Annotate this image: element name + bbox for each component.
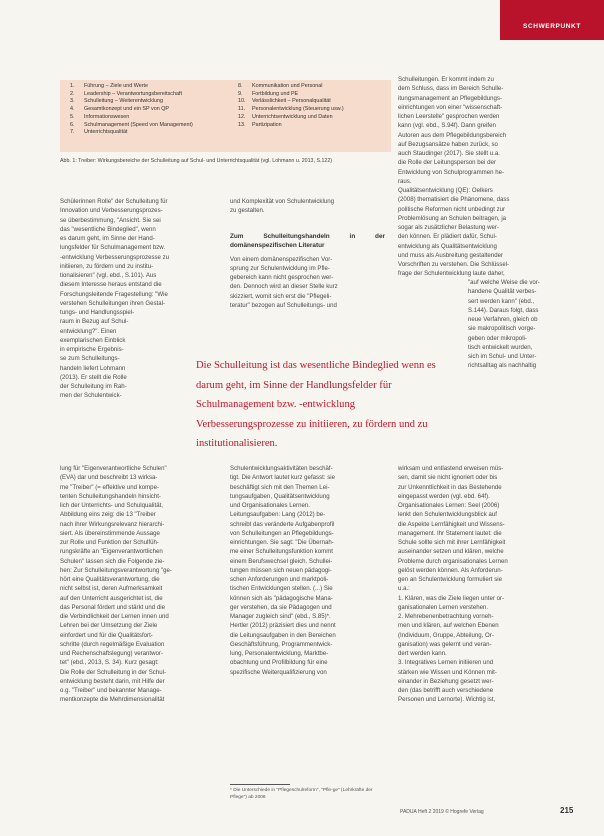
- text-line: den (das betrifft auch verschiedene: [398, 687, 494, 694]
- column-2-top: [230, 197, 385, 216]
- text-line: die Rolle der Leitungsperson bei der: [398, 159, 496, 167]
- text-line: ganisationalen Lernen verstehen.: [398, 603, 489, 611]
- page-number: 215: [560, 806, 574, 815]
- section-heading: Zum Schulleitungshandeln in der domänenspezifischen Literatur: [230, 233, 385, 250]
- text-line: spezifische Weiterqualifizierung von: [230, 668, 327, 676]
- text-line: auf den Unterricht ausgerichtet ist, die: [60, 594, 163, 602]
- text-line: gen an Schulentwicklung formuliert sie: [398, 576, 502, 583]
- text-line: schritte (durch regelmäßige Evaluation: [60, 640, 165, 648]
- text-line: Schule sollte sich mit ihrer Lernfähigkeit: [398, 539, 506, 546]
- text-line: auseinander setzen und klären, welche: [398, 548, 504, 556]
- figure-item: 1. Führung – Ziele und Werte: [70, 83, 149, 89]
- figure-item: 9. Fortbildung und PE: [238, 90, 299, 97]
- column-1-bottom: [60, 464, 215, 705]
- text-line: neue Verfahren, gleich ob: [468, 316, 538, 323]
- text-line: gebereich kann nicht gesprochen wer-: [230, 274, 334, 281]
- footnote: * Die Unterschiede in "Pflegeschulreform", "Pfle-ge" (Lehrkräfte der Pflege") ab 2006: [230, 788, 373, 800]
- text-line: skizziert, womit sich erst die "Pflegeli-: [230, 292, 332, 300]
- text-line: o.g. "Treiber" und bekannter Manage-: [60, 687, 162, 694]
- text-line: 2. Mehrebenenbetrachtung vorneh-: [398, 613, 494, 620]
- text-line: nach ihrer Wirkungsrelevanz hierarchi-: [60, 520, 165, 528]
- text-line: der Schulleitung im Rah-: [60, 383, 127, 390]
- text-line: Manager zugleich sind" (ebd., S.85)*.: [230, 613, 331, 620]
- text-line: raus.: [398, 177, 412, 185]
- text-line: (Individuum, Gruppe, Abteilung, Or-: [398, 631, 494, 639]
- text-line: zur Rolle und Funktion der Schulfüh-: [60, 539, 159, 546]
- text-line: Organisationales Lernen: Seel (2006): [398, 502, 500, 509]
- text-line: -entwicklung Verbesserungsprozesse zu: [60, 253, 170, 261]
- text-line: kann (vgl. ebd., S.94f). Dann greifen: [398, 122, 496, 130]
- text-line: ger verstehen, da sie Pädagogen und: [230, 603, 332, 611]
- text-line: das Personal fördert und stärkt und die: [60, 603, 166, 611]
- text-line: entwicklung als Qualitätsentwicklung: [398, 242, 497, 250]
- text-line: Qualitätsentwicklung (QE): Oelkers: [398, 187, 493, 194]
- text-line: handene Qualität verbes-: [468, 288, 537, 296]
- text-line: und muss als Ausbreitung gestaltender: [398, 251, 504, 259]
- text-line: Entwicklung von Schulprogrammen he-: [398, 168, 505, 176]
- text-line: lichen Leerstelle" gesprochen werden: [398, 113, 500, 120]
- text-line: Personen und Lernorte). Wichtig ist,: [398, 696, 496, 704]
- text-line: wirksam und entlastend erweisen müs-: [398, 465, 504, 472]
- text-line: Forschungsleitende Fragestellung: "Wie: [60, 290, 168, 298]
- text-line: den. Dennoch wird an dieser Stelle kurz: [230, 283, 338, 291]
- text-line: es darum geht, im Sinne der Hand-: [60, 235, 155, 242]
- text-line: und Rechenschaftslegung) verantwor-: [60, 650, 163, 657]
- text-line: Von einem domänenspezifischen Vor-: [230, 255, 333, 263]
- text-line: Geschäftsführung, Programmentwick-: [230, 640, 333, 648]
- text-line: in empirische Ergebnis-: [60, 346, 124, 353]
- text-line: 3. Integratives Lernen initiieren und: [398, 659, 494, 667]
- text-line: tungen müssen sich neuen pädagogi-: [230, 566, 332, 574]
- text-line: sich im Schul- und Unter-: [468, 353, 537, 360]
- figure-item: 8. Kommunikation und Personal: [238, 83, 323, 89]
- figure-list-right: [238, 83, 344, 129]
- figure-item: 12. Unterrichtsentwicklung und Daten: [238, 113, 333, 120]
- text-line: men der Schulentwick-: [60, 392, 122, 400]
- text-line: (2008) thematisiert die Phänomene, dass: [398, 196, 510, 204]
- text-line: die Aspekte Lernfähigkeit und Wissens-: [398, 520, 505, 528]
- text-line: "auf welche Weise die vor-: [468, 279, 540, 286]
- text-line: tisch entwickelt wurden,: [468, 343, 533, 351]
- column-3-bottom: [398, 464, 548, 705]
- column-3-top: [398, 75, 548, 279]
- text-line: tungs- und Handlungsspiel-: [60, 309, 135, 316]
- text-line: S.144). Daraus folgt, dass: [468, 306, 539, 314]
- figure-caption: Abb. 1: Treiber: Wirkungsbereiche der Schulleitung auf Schul- und Unterrichtsqualität (vgl. Lohmann u. 2013, S.122): [60, 158, 333, 164]
- text-line: 1. Klären, was die Ziele liegen unter or-: [398, 594, 505, 602]
- text-line: lenkt den Schulentwicklungsblick auf: [398, 511, 497, 519]
- figure-item: 4. Gesamtkonzept und ein SP von QP: [70, 106, 170, 113]
- text-line: Probleme durch organisationales Lernen: [398, 557, 508, 565]
- text-line: Vorschriften zu verstehen. Die Schlüssel-: [398, 261, 510, 268]
- text-line: gelöst werden können. Als Anforderun-: [398, 566, 503, 574]
- text-line: Schülerinnen Rolle" der Schulleitung für: [60, 198, 168, 205]
- text-line: und Komplexität von Schulentwicklung: [230, 198, 334, 205]
- text-line: (EVA) dar und beschreibt 13 wirksa-: [60, 474, 158, 482]
- text-line: dert werden kann.: [398, 650, 447, 657]
- text-line: Schulentwicklungsaktivitäten beschäf-: [230, 465, 333, 472]
- text-line: (2013). Er stellt die Rolle: [60, 373, 127, 381]
- text-line: mentkonzepte die Mehrdimensionalität: [60, 696, 165, 704]
- text-line: von Schulleitungen an Pflegebildungs-: [230, 529, 334, 537]
- text-line: schreibt das veränderte Aufgabenprofil: [230, 520, 335, 528]
- text-line: Hertler (2012) präzisiert dies und nennt: [230, 622, 336, 630]
- text-line: auch Staudinger (2017). Sie stellt u.a.: [398, 150, 500, 157]
- text-line: siert. Als übereinstimmende Aussage: [60, 529, 160, 537]
- text-line: entwicklung?". Einen: [60, 327, 117, 335]
- text-line: tischen Entwicklungen stellen. (...) Sie: [230, 585, 333, 593]
- text-line: einrichtungen. Sie sagt: "Die Übernah-: [230, 539, 334, 546]
- text-line: einrichtungen von einer "wissenschaft-: [398, 103, 503, 111]
- text-line: tungsaufgaben, Qualitätsentwicklung: [230, 492, 330, 500]
- text-line: Innovation und Verbesserungsprozes-: [60, 207, 163, 215]
- text-line: rungskräfte an "Eigenverantwortlichen: [60, 548, 163, 556]
- text-line: stärken wie Wissen und Können mit-: [398, 668, 497, 676]
- text-line: Abbildung eins zeig: die 13 "Treiber: [60, 511, 156, 519]
- text-line: teratur" bezogen auf Schulleitungs- und: [230, 301, 337, 309]
- text-line: exemplarischen Einblick: [60, 336, 126, 344]
- text-line: hen: Zur Schulleitungsverantwortung "ge-: [60, 566, 172, 574]
- text-line: und Organisationales Lernen.: [230, 502, 310, 509]
- text-line: Schulen" lassen sich die Folgende zie-: [60, 557, 165, 565]
- text-line: Problemlösung an Schulen beitragen, ja: [398, 214, 507, 222]
- figure-box: [60, 80, 391, 152]
- text-line: nicht selbst ist, deren Aufmerksamkeit: [60, 585, 163, 593]
- text-line: politische Reformen nicht unbedingt zur: [398, 205, 506, 213]
- figure-item: 11. Personalentwicklung (Steuerung usw.): [238, 106, 344, 113]
- figure-list-left: [70, 83, 193, 137]
- figure-item: 10. Verlässlichkeit – Personalqualität: [238, 98, 331, 105]
- text-line: die Leitungsaufgaben in den Bereichen: [230, 631, 336, 639]
- text-line: einem Berufswechsel gleich. Schullei-: [230, 557, 333, 565]
- figure-item: 7. Unterrichtsqualität: [70, 129, 128, 136]
- text-line: sen, damit sie nicht ignoriert oder bis: [398, 474, 498, 482]
- figure-item: 13. Partizipation: [238, 121, 282, 128]
- text-line: die Verbindlichkeit der Lernen innen und: [60, 613, 169, 620]
- figure-item: 3. Schulleitung – Weiterentwicklung: [70, 98, 164, 105]
- text-line: eingepasst werden (vgl. ebd. 64f).: [398, 492, 490, 500]
- text-line: richtsalltag als nachhaltig: [468, 362, 537, 370]
- text-line: sie makropolitisch vorge-: [468, 325, 536, 333]
- text-line: tionalisieren" (vgl. ebd., S.101). Aus: [60, 272, 157, 279]
- text-line: men und klären, auf welchen Ebenen: [398, 622, 499, 630]
- text-line: hört eine Qualitätsverantwortung, die: [60, 576, 160, 583]
- text-line: beschäftigt sich mit den Themen Lei-: [230, 483, 330, 491]
- text-line: dem Schluss, dass im Bereich Schulle-: [398, 85, 504, 93]
- text-line: tenten Schulleitungshandeln hinsicht-: [60, 492, 161, 500]
- text-line: lich der Unterrichts- und Schulqualität,: [60, 502, 163, 509]
- text-line: lung, Personalentwicklung, Marktbe-: [230, 650, 329, 657]
- text-line: Lehren bei der Umsetzung der Ziele: [60, 622, 158, 630]
- text-line: frage der Schulentwicklung laute daher,: [398, 270, 505, 278]
- column-2-section: [230, 226, 385, 310]
- text-line: Autoren aus dem Pflegebildungsbereich: [398, 131, 507, 139]
- text-line: lung für "Eigenverantwortliche Schulen": [60, 465, 167, 472]
- text-line: initiieren, zu fördern und zu institu-: [60, 262, 154, 270]
- text-line: auf Bezugsansätze haben zurück, so: [398, 140, 498, 148]
- text-line: u.a.:: [398, 585, 410, 593]
- page-footer: PADUA Heft 2 2019 © Hogrefe Verlag: [400, 809, 484, 815]
- text-line: das "wesentliche Bindeglied", wenn: [60, 225, 156, 233]
- pull-quote: Die Schulleitung ist das wesentliche Bindeglied wenn es darum geht, im Sinne der Handlungsfelder für Schulmanagement bzw. -entwicklung Verbesserungsprozesse zu initiieren, zu fördern und zu institutionalisieren.: [188, 352, 454, 458]
- text-line: handeln liefert Lohmann: [60, 364, 126, 372]
- text-line: Leitungsaufgaben: Lang (2012) be-: [230, 511, 326, 519]
- text-line: diesem Interesse heraus entstand die: [60, 281, 162, 289]
- text-line: se überbestimmung, "Ansicht. Sie sei: [60, 216, 161, 224]
- text-line: me einer Schulleitungsfunktion kommt: [230, 548, 333, 556]
- text-line: sogar als zusätzlicher Belastung wer-: [398, 224, 499, 231]
- text-line: management. Ihr Statement lautet: die: [398, 529, 502, 537]
- text-line: obachtung und Profilbildung für eine: [230, 659, 328, 667]
- text-line: geben oder mikropoli-: [468, 334, 527, 342]
- text-line: se zum Schulleitungs-: [60, 355, 120, 363]
- text-line: verstehen Schulleitungen ihren Gestal-: [60, 299, 166, 307]
- text-line: Schulleitungen. Er kommt indem zu: [398, 76, 494, 83]
- text-line: lungsfelder für Schulmanagement bzw.: [60, 244, 166, 252]
- figure-item: 6. Schulmanagement (Speed von Management): [70, 121, 193, 128]
- figure-item: 2. Leadership – Verantwortungsbereitschaft: [70, 90, 182, 97]
- figure-item: 5. Informationswesen: [70, 113, 130, 120]
- text-line: einfordert und für die Qualitätsfort-: [60, 631, 153, 639]
- column-3-indent: [468, 278, 548, 371]
- section-tag: SCHWERPUNKT: [500, 0, 604, 40]
- text-line: Die Rolle der Schulleitung in der Schul-: [60, 668, 167, 676]
- column-2-bottom: [230, 464, 385, 677]
- text-line: entwicklung besteht darin, mit Hilfe der: [60, 677, 165, 685]
- text-line: sert werden kann" (ebd.,: [468, 297, 535, 305]
- text-line: tigt. Die Antwort lautet kurz gefasst: sie: [230, 474, 335, 482]
- text-line: können sich als "pädagogische Mana-: [230, 594, 333, 602]
- text-line: schen Anforderungen und marktpoli-: [230, 576, 329, 583]
- text-line: zur Unkenntlichkeit in das Bestehende: [398, 483, 502, 491]
- text-line: tet" (ebd., 2013, S. 34). Kurz gesagt:: [60, 659, 159, 667]
- text-line: raum in Bezug auf Schul-: [60, 318, 129, 326]
- text-line: ganisation) was gelernt und veran-: [398, 640, 492, 648]
- text-line: einander in Beziehung gesetzt wer-: [398, 677, 494, 685]
- text-line: den können. Er plädiert dafür, Schul-: [398, 233, 497, 241]
- text-line: sprung zur Schulentwicklung im Pfle-: [230, 264, 330, 272]
- footnote-rule: [230, 784, 290, 785]
- text-line: me "Treiber" (= effektive und kompe-: [60, 483, 159, 491]
- text-line: zu gestalten.: [230, 207, 265, 215]
- text-line: itungsmanagement an Pflegebildungs-: [398, 94, 503, 102]
